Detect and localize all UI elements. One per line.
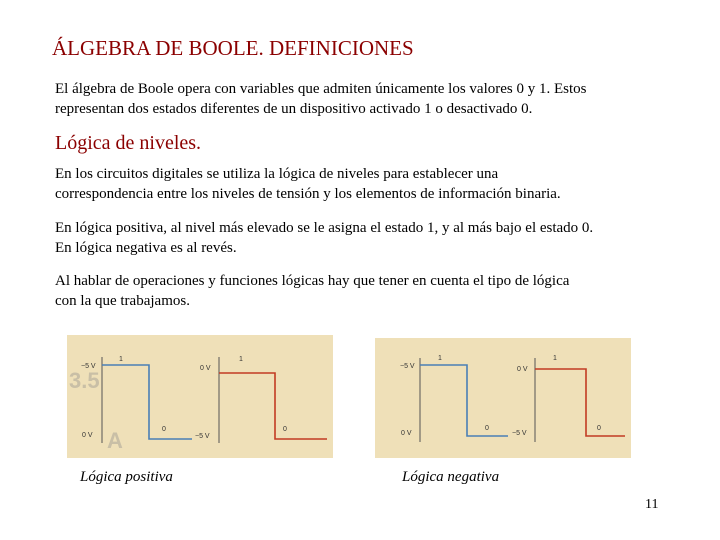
positive-logic-caption: Lógica positiva [80, 469, 173, 485]
ghost-text: 3.5 [69, 368, 100, 393]
intro-line-1: El álgebra de Boole opera con variables que admiten únicamente los valores 0 y 1. Estos [55, 81, 587, 97]
blue-signal-trace [420, 365, 508, 436]
paragraph-levels [55, 164, 561, 204]
left-high-state: 1 [119, 356, 123, 363]
paragraph-line: En los circuitos digitales se utiliza la lógica de niveles para establecer una [55, 166, 499, 182]
paragraph-line: En lógica positiva, al nivel más elevado se le asigna el estado 1, y al más bajo el estado 0. [55, 220, 594, 236]
right-bottom-voltage: −5 V [512, 430, 527, 437]
left-top-voltage: −5 V [400, 363, 415, 370]
right-low-state: 0 [283, 426, 287, 433]
ghost-text: A [107, 428, 123, 453]
right-low-state: 0 [597, 425, 601, 432]
slide-title: ÁLGEBRA DE BOOLE. DEFINICIONES [52, 36, 414, 60]
right-top-voltage: 0 V [200, 365, 211, 372]
left-bottom-voltage: 0 V [82, 432, 93, 439]
negative-logic-caption: Lógica negativa [402, 469, 500, 485]
negative-logic-diagram [375, 338, 631, 458]
red-signal-trace [535, 369, 625, 436]
section-title: Lógica de niveles. [55, 132, 202, 154]
paragraph-line: correspondencia entre los niveles de tensión y los elementos de información binaria. [55, 186, 561, 202]
intro-line-2: representan dos estados diferentes de un dispositivo activado 1 o desactivado 0. [55, 101, 533, 117]
positive-logic-diagram [67, 335, 333, 458]
paragraph-positive-negative [55, 218, 593, 258]
red-signal-trace [219, 373, 327, 439]
paragraph-line: En lógica negativa es al revés. [55, 240, 237, 256]
left-low-state: 0 [485, 425, 489, 432]
left-low-state: 0 [162, 426, 166, 433]
right-top-voltage: 0 V [517, 366, 528, 373]
right-high-state: 1 [553, 355, 557, 362]
paragraph-operations [55, 271, 569, 311]
left-bottom-voltage: 0 V [401, 430, 412, 437]
left-high-state: 1 [438, 355, 442, 362]
right-bottom-voltage: −5 V [195, 433, 210, 440]
paragraph-line: Al hablar de operaciones y funciones lógicas hay que tener en cuenta el tipo de lógica [55, 273, 570, 289]
right-high-state: 1 [239, 356, 243, 363]
left-top-voltage: −5 V [81, 363, 96, 370]
negative-logic-figure [375, 338, 631, 458]
page-number: 11 [645, 497, 659, 512]
paragraph-line: con la que trabajamos. [55, 293, 190, 309]
positive-logic-figure [67, 335, 333, 458]
intro-paragraph [55, 79, 587, 119]
